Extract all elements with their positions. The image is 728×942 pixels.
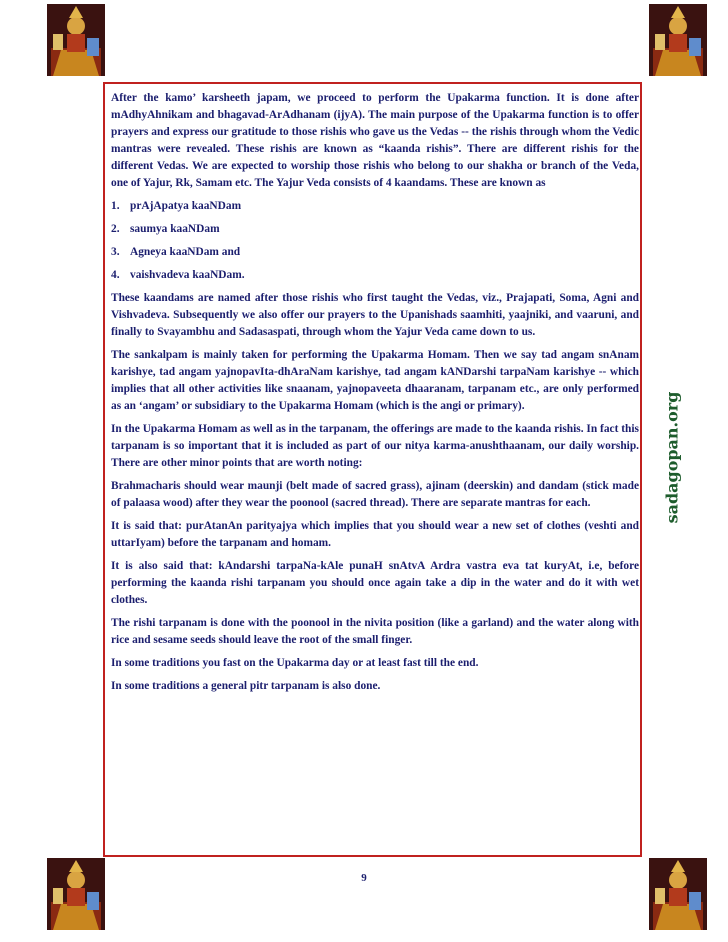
list-item: 4. vaishvadeva kaaNDam. <box>111 269 245 281</box>
deity-image-bottom-left <box>47 858 105 930</box>
paragraph: The rishi tarpanam is done with the poonool in the nivita position (like a garland) and the water along with rice and sesame seeds should leave the root of the small finger. <box>111 617 639 646</box>
paragraph: It is said that: purAtanAn parityajya which implies that you should wear a new set of clothes (veshti and uttarIyam) before the tarpanam and homam. <box>111 520 639 549</box>
deity-image-top-right <box>649 4 707 76</box>
deity-image-top-left <box>47 4 105 76</box>
page-body <box>111 90 639 701</box>
deity-image-bottom-right <box>649 858 707 930</box>
deity-image-icon <box>47 858 105 930</box>
deity-image-icon <box>47 4 105 76</box>
list-item: 1. prAjApatya kaaNDam <box>111 200 242 212</box>
paragraph: In some traditions you fast on the Upakarma day or at least fast till the end. <box>111 657 479 669</box>
paragraph: It is also said that: kAndarshi tarpaNa-kAle punaH snAtvA Ardra vastra eva tat kuryAt, i.e, before performing the kaanda rishi tarpanam you should once again take a dip in the water and do it with wet clothes. <box>111 560 639 606</box>
website-side-label[interactable]: sadagopan.org <box>662 391 682 524</box>
list-item: 3. Agneya kaaNDam and <box>111 246 241 258</box>
paragraph: In the Upakarma Homam as well as in the tarpanam, the offerings are made to the kaanda rishis. In fact this tarpanam is so important that it is included as part of our nitya karma-anushthaanam, our daily worship. There are other minor points that are worth noting: <box>111 423 639 469</box>
paragraph: Brahmacharis should wear maunji (belt made of sacred grass), ajinam (deerskin) and dandam (stick made of palaasa wood) after they wear the poonool (sacred thread). There are separate mantras for each. <box>111 480 639 509</box>
paragraph: These kaandams are named after those rishis who first taught the Vedas, viz., Prajapati, Soma, Agni and Vishvadeva. Subsequently we also offer our prayers to the Upanishads saamhiti, yaajniki, and vaaruni, and finally to Svayambhu and Sadasaspati, through whom the Yajur Veda came down to us. <box>111 292 639 338</box>
paragraph: The sankalpam is mainly taken for performing the Upakarma Homam. Then we say tad angam snAnam karishye, tad angam yajnopavIta-dhAraNam karishye, tad angam kANDarshi tarpaNam karishye -- which implies that all other activities like snaanam, yajnopaveeta dhaaranam, tarpanam etc., are only performed as an ‘angam’ or subsidiary to the Upakarma Homam (which is the angi or primary). <box>111 349 639 412</box>
deity-image-icon <box>649 4 707 76</box>
paragraph-intro: After the kamo’ karsheeth japam, we proceed to perform the Upakarma function. It is done after mAdhyAhnikam and bhagavad-ArAdhanam (ijyA). The main purpose of the Upakarma function is to offer prayers and express our gratitude to those rishis who gave us the Vedas -- the rishis through whom the Vedic mantras were revealed. These rishis are known as “kaanda rishis”. There are different rishis for the different Vedas. We are expected to worship those rishis who belong to our shakha or branch of the Veda, one of Yajur, Rk, Samam etc. The Yajur Veda consists of 4 kaandams. These are known as <box>111 92 639 189</box>
page-number: 9 <box>361 872 367 884</box>
deity-image-icon <box>649 858 707 930</box>
list-item: 2. saumya kaaNDam <box>111 223 220 235</box>
paragraph: In some traditions a general pitr tarpanam is also done. <box>111 680 381 692</box>
kaandam-list <box>111 198 639 284</box>
